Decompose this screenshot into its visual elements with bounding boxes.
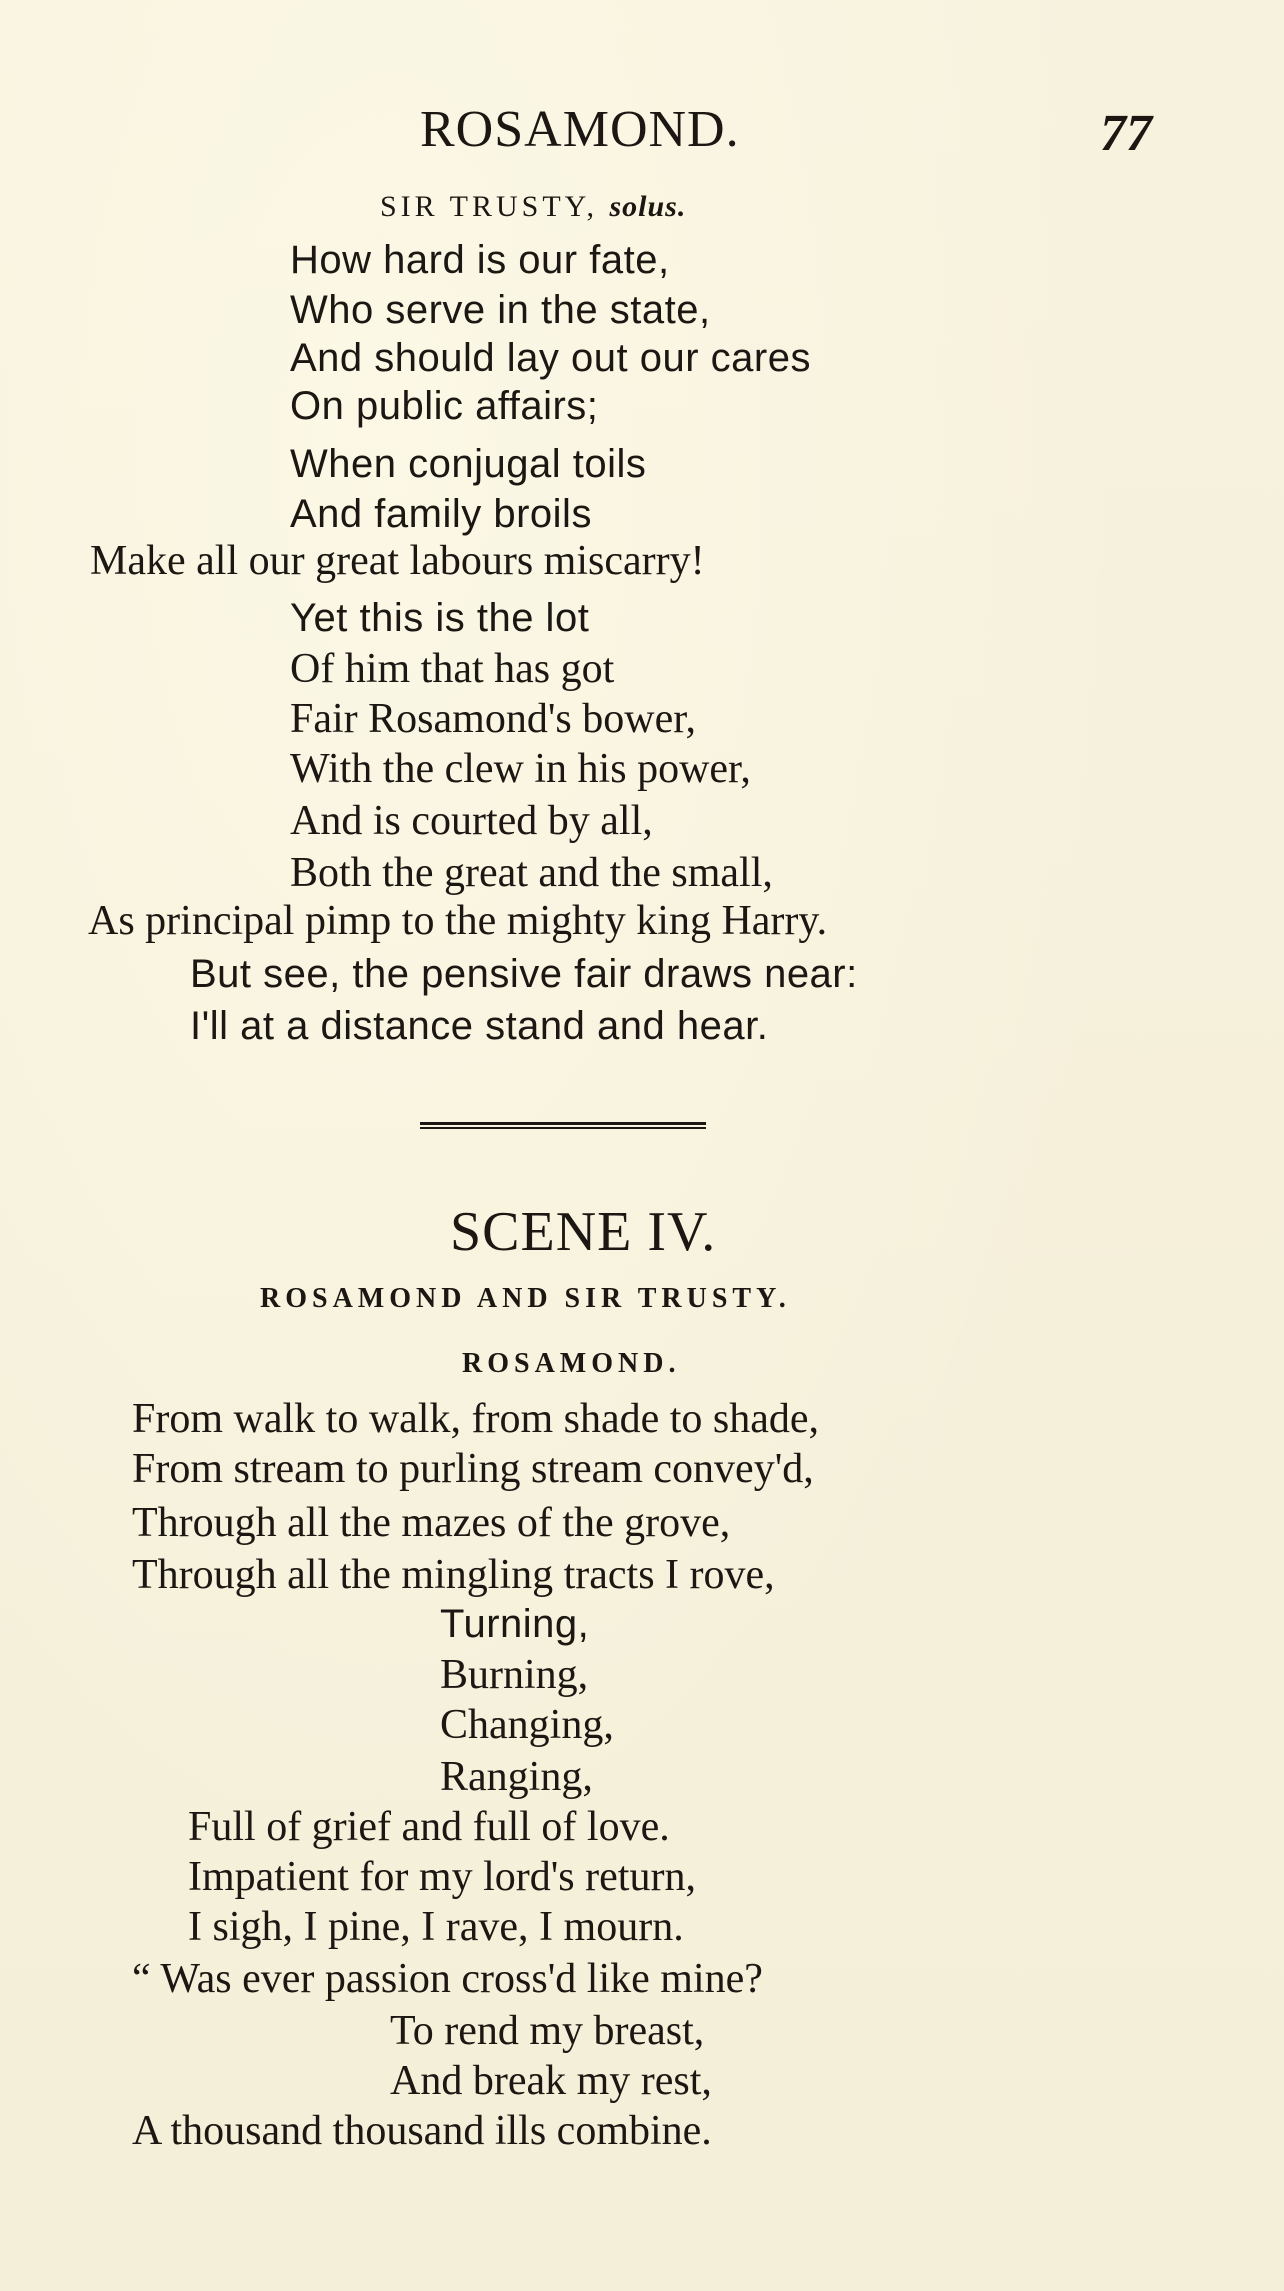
verse-line: I'll at a distance stand and hear. <box>190 1004 769 1048</box>
verse-line: But see, the pensive fair draws near: <box>190 952 858 996</box>
verse-line: How hard is our fate, <box>290 238 670 282</box>
verse-line: Yet this is the lot <box>290 596 590 640</box>
speaker-name: SIR TRUSTY, <box>380 190 598 223</box>
scene-divider <box>420 1122 706 1130</box>
verse-line: When conjugal toils <box>290 442 647 486</box>
scene-characters: ROSAMOND AND SIR TRUSTY. <box>260 1283 791 1314</box>
verse-line: Through all the mingling tracts I rove, <box>132 1552 775 1598</box>
verse-line: Turning, <box>440 1602 590 1646</box>
verse-line: From walk to walk, from shade to shade, <box>132 1396 820 1442</box>
verse-line: To rend my breast, <box>390 2008 705 2054</box>
verse-line: Of him that has got <box>290 646 615 692</box>
verse-line: From stream to purling stream convey'd, <box>132 1446 814 1492</box>
verse-line: And break my rest, <box>390 2058 712 2104</box>
verse-line: Fair Rosamond's bower, <box>290 696 697 742</box>
speaker-note: solus. <box>609 190 687 223</box>
verse-line: And family broils <box>290 492 592 536</box>
verse-line: On public affairs; <box>290 384 599 428</box>
running-title: ROSAMOND. <box>420 101 740 158</box>
speaker-heading <box>380 190 686 224</box>
verse-line: Impatient for my lord's return, <box>188 1854 696 1900</box>
verse-line: Both the great and the small, <box>290 850 773 896</box>
verse-line: Through all the mazes of the grove, <box>132 1500 731 1546</box>
verse-line: Ranging, <box>440 1754 593 1800</box>
scene-title: SCENE IV. <box>450 1201 717 1263</box>
verse-line: “ Was ever passion cross'd like mine? <box>132 1956 763 2002</box>
speaker-heading: ROSAMOND. <box>462 1348 681 1379</box>
verse-line: And is courted by all, <box>290 798 653 844</box>
verse-line: A thousand thousand ills combine. <box>132 2108 712 2154</box>
verse-line: As principal pimp to the mighty king Harry. <box>88 898 828 944</box>
verse-line: And should lay out our cares <box>290 336 811 380</box>
verse-line: Changing, <box>440 1702 614 1748</box>
verse-line: Burning, <box>440 1652 589 1698</box>
verse-line: Full of grief and full of love. <box>188 1804 670 1850</box>
page-number: 77 <box>1100 105 1152 162</box>
verse-line: I sigh, I pine, I rave, I mourn. <box>188 1904 684 1950</box>
verse-line: With the clew in his power, <box>290 746 751 792</box>
verse-line: Who serve in the state, <box>290 288 711 332</box>
verse-line: Make all our great labours miscarry! <box>90 538 705 584</box>
